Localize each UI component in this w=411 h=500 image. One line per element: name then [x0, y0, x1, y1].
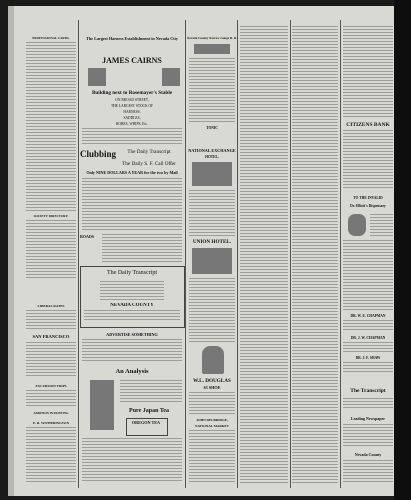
bank-text	[343, 130, 393, 190]
elliott-heading: Dr. Elliott's Dispensary	[350, 204, 386, 208]
newspaper-page	[14, 6, 397, 496]
column-rule	[78, 20, 79, 488]
excursion-text	[26, 390, 76, 408]
national-exchange-heading: NATIONAL EXCHANGE	[188, 148, 236, 153]
harness-ad-text	[82, 128, 182, 146]
hotel-heading: HOTEL.	[205, 155, 219, 159]
japanese-figure-illustration	[90, 380, 114, 430]
railroad-heading: Nevada County Narrow Gauge R. R.	[187, 36, 237, 40]
railroad-timetable-text	[189, 58, 235, 122]
column-4-text	[240, 26, 288, 484]
james-cairns-heading: JAMES CAIRNS	[102, 56, 162, 65]
transcript-offer: The Daily Transcript	[127, 149, 171, 155]
witherington-text	[26, 427, 76, 482]
sf-text	[26, 342, 76, 378]
chapman-2-text	[343, 342, 393, 354]
roads-text	[102, 234, 182, 264]
harness-ad-line: SADDLES,	[123, 116, 141, 120]
clubbing-text	[82, 178, 182, 230]
market-text	[189, 430, 235, 482]
tea-ad-text	[82, 438, 182, 482]
daily-transcript-heading: The Daily Transcript	[107, 270, 157, 276]
nevada-county-heading: NEVADA COUNTY	[110, 303, 154, 308]
dispensary-text	[343, 240, 393, 310]
witherington-heading: E. R. WITHERINGTON	[32, 421, 70, 425]
harness-ad-title: The Largest Harness Establishment in Nevada City	[86, 36, 178, 41]
advertise-heading: ADVERTISE SOMETHING	[106, 332, 158, 337]
nevada-county-footer: Nevada County	[354, 452, 382, 457]
society-text	[26, 220, 76, 280]
professional-cards-heading: PROFESSIONAL CARDS.	[32, 36, 70, 40]
harness-ad-line: HARNESS.	[123, 110, 141, 114]
locomotive-illustration	[194, 44, 230, 54]
liberal-text	[26, 310, 76, 330]
column-rule	[237, 20, 238, 488]
shaw-heading: DR. J. F. SHAW	[355, 356, 381, 360]
clubbing-heading: Clubbing	[80, 149, 116, 159]
sf-call-offer: The Daily S. F. Call Offer	[122, 161, 176, 167]
transcript-ad-text	[100, 281, 164, 301]
column-5-text	[292, 26, 338, 484]
dispensary-text	[370, 214, 393, 236]
pure-japan-tea-heading: Pure Japan Tea	[129, 408, 169, 414]
transcript-ad-text	[84, 310, 180, 322]
column-6-text	[343, 26, 393, 118]
union-hotel-text	[189, 278, 235, 342]
harness-ad-line: Building next to Rosemayer's Stable	[91, 90, 173, 96]
leading-newspaper-heading: Leading Newspaper	[350, 416, 386, 421]
column-rule	[290, 20, 291, 488]
delbridge-heading: JOHN DELBRIDGE,	[196, 418, 228, 422]
nine-dollars-line: Only NINE DOLLARS A YEAR for the two by Mail	[86, 170, 178, 175]
harness-ad-line: ON BROAD STREET,	[115, 98, 149, 102]
invalid-heading: TO THE INVALID	[353, 196, 383, 200]
union-hotel-heading: UNION HOTEL.	[192, 239, 232, 245]
hotel-text	[189, 190, 235, 236]
advertise-text	[82, 339, 182, 361]
harness-ad-line: ROBES, WHIPS, Etc.	[116, 122, 148, 126]
chapman-heading: DR. W. E. CHAPMAN	[350, 314, 386, 318]
chapman-text	[343, 320, 393, 332]
hotel-illustration	[192, 162, 232, 186]
douglas-text	[189, 392, 235, 414]
douglas-portrait	[202, 346, 224, 374]
addition-heading: ADDITION IN PAINTING	[33, 411, 69, 415]
column-rule	[340, 20, 341, 488]
douglas-heading: W.L. DOUGLAS	[193, 378, 231, 384]
tea-ad-text	[120, 380, 182, 402]
transcript-text	[343, 424, 393, 446]
liberal-rates-heading: LIBERAL RATES	[37, 304, 65, 308]
roads-heading: ROADS	[80, 234, 95, 239]
san-francisco-heading: SAN FRANCISCO	[32, 334, 70, 339]
chapman-2-heading: DR. J. W. CHAPMAN	[350, 336, 386, 340]
national-market-heading: NATIONAL MARKET	[195, 424, 229, 428]
shaw-text	[343, 362, 393, 374]
tonic-heading: TONIC	[206, 126, 218, 130]
oregon-tea-label: OREGON TEA	[131, 420, 161, 425]
society-directory-heading: SOCIETY DIRECTORY.	[33, 214, 69, 218]
analysis-heading: An Analysis	[115, 368, 149, 375]
transcript-text	[343, 398, 393, 410]
harness-illustration	[162, 68, 180, 86]
shoe-heading: $3 SHOE	[203, 385, 221, 390]
citizens-bank-heading: CITIZENS BANK	[346, 122, 390, 128]
scan-right-edge	[394, 0, 411, 500]
harness-ad-line: THE LARGEST STOCK OF	[110, 104, 154, 108]
union-hotel-illustration	[192, 248, 232, 274]
column-1-text	[26, 42, 76, 212]
doctor-portrait	[348, 214, 366, 236]
excursion-heading: EXCURSION TRIPS	[35, 384, 67, 388]
transcript-heading: The Transcript	[350, 388, 386, 394]
column-rule	[185, 20, 186, 488]
harness-illustration	[88, 68, 106, 86]
transcript-text	[343, 460, 393, 484]
